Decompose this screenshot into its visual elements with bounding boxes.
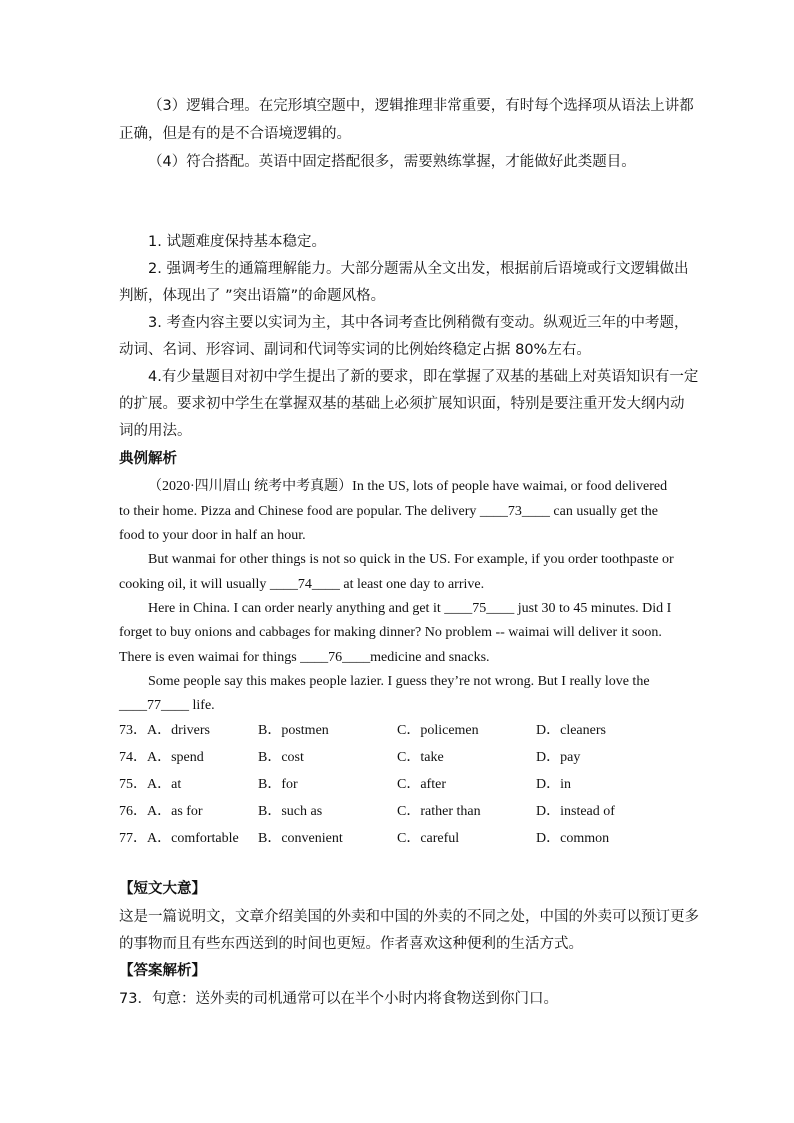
option-b: B．cost [258, 750, 304, 765]
passage-line-7: forget to buy onions and cabbages for making dinner? No problem -- waimai will deliver it soon. [119, 625, 662, 640]
option-c: C．policemen [397, 723, 479, 738]
option-a: 74．A．spend [119, 750, 204, 765]
passage-line-1: （2020·四川眉山 统考中考真题）In the US, lots of people have waimai, or food delivered [148, 479, 668, 494]
intro-point-3-line-2: 正确，但是有的是不合语境逻辑的。 [119, 126, 351, 142]
feature-4-line-2: 的扩展。要求初中学生在掌握双基的基础上必须扩展知识面，特别是要注重开发大纲内动 [119, 396, 685, 412]
option-b: B．postmen [258, 723, 329, 738]
option-d: D．common [536, 831, 610, 846]
intro-point-3-line-1: （3）逻辑合理。在完形填空题中，逻辑推理非常重要，有时每个选择项从语法上讲都 [148, 98, 694, 114]
answer-73: 73．句意：送外卖的司机通常可以在半个小时内将食物送到你门口。 [119, 991, 558, 1007]
option-c: C．rather than [397, 804, 481, 819]
option-c: C．careful [397, 831, 460, 846]
passage-line-4: But wanmai for other things is not so quick in the US. For example, if you order toothpaste or [148, 552, 674, 567]
example-heading: 典例解析 [119, 451, 177, 467]
feature-3-line-2: 动词、名词、形容词、副词和代词等实词的比例始终稳定占据 80%左右。 [119, 342, 591, 358]
passage-line-3: food to your door in half an hour. [119, 528, 306, 543]
passage-line-6: Here in China. I can order nearly anything and get it ____75____ just 30 to 45 minutes. Did I [148, 601, 672, 616]
option-a: 73．A．drivers [119, 723, 210, 738]
passage-line-9: Some people say this makes people lazier. I guess they’re not wrong. But I really love the [148, 674, 650, 689]
passage-line-5: cooking oil, it will usually ____74____ at least one day to arrive. [119, 577, 485, 592]
option-b: B．convenient [258, 831, 343, 846]
feature-1: 1. 试题难度保持基本稳定。 [148, 234, 326, 250]
summary-line-2: 的事物而且有些东西送到的时间也更短。作者喜欢这种便利的生活方式。 [119, 936, 583, 952]
option-a: 77．A．comfortable [119, 831, 239, 846]
option-c: C．take [397, 750, 444, 765]
feature-4-line-3: 词的用法。 [119, 423, 192, 439]
intro-point-4: （4）符合搭配。英语中固定搭配很多，需要熟练掌握，才能做好此类题目。 [148, 154, 636, 170]
option-b: B．such as [258, 804, 323, 819]
answer-heading: 【答案解析】 [119, 963, 206, 979]
passage-line-2: to their home. Pizza and Chinese food are popular. The delivery ____73____ can usually get the [119, 504, 658, 519]
option-d: D．pay [536, 750, 581, 765]
summary-line-1: 这是一篇说明文，文章介绍美国的外卖和中国的外卖的不同之处，中国的外卖可以预订更多 [119, 909, 699, 925]
feature-4-line-1: 4.有少量题目对初中学生提出了新的要求，即在掌握了双基的基础上对英语知识有一定 [148, 369, 699, 385]
option-c: C．after [397, 777, 446, 792]
option-d: D．cleaners [536, 723, 606, 738]
option-d: D．instead of [536, 804, 615, 819]
option-d: D．in [536, 777, 571, 792]
option-b: B．for [258, 777, 298, 792]
passage-line-8: There is even waimai for things ____76____medicine and snacks. [119, 650, 490, 665]
passage-line-10: ____77____ life. [119, 698, 215, 713]
option-a: 75．A．at [119, 777, 182, 792]
feature-2-line-2: 判断，体现出了 ”突出语篇”的命题风格。 [119, 288, 386, 304]
option-a: 76．A．as for [119, 804, 203, 819]
feature-2-line-1: 2. 强调考生的通篇理解能力。大部分题需从全文出发，根据前后语境或行文逻辑做出 [148, 261, 689, 277]
feature-3-line-1: 3. 考查内容主要以实词为主，其中各词考查比例稍微有变动。纵观近三年的中考题， [148, 315, 689, 331]
summary-heading: 【短文大意】 [119, 881, 206, 897]
